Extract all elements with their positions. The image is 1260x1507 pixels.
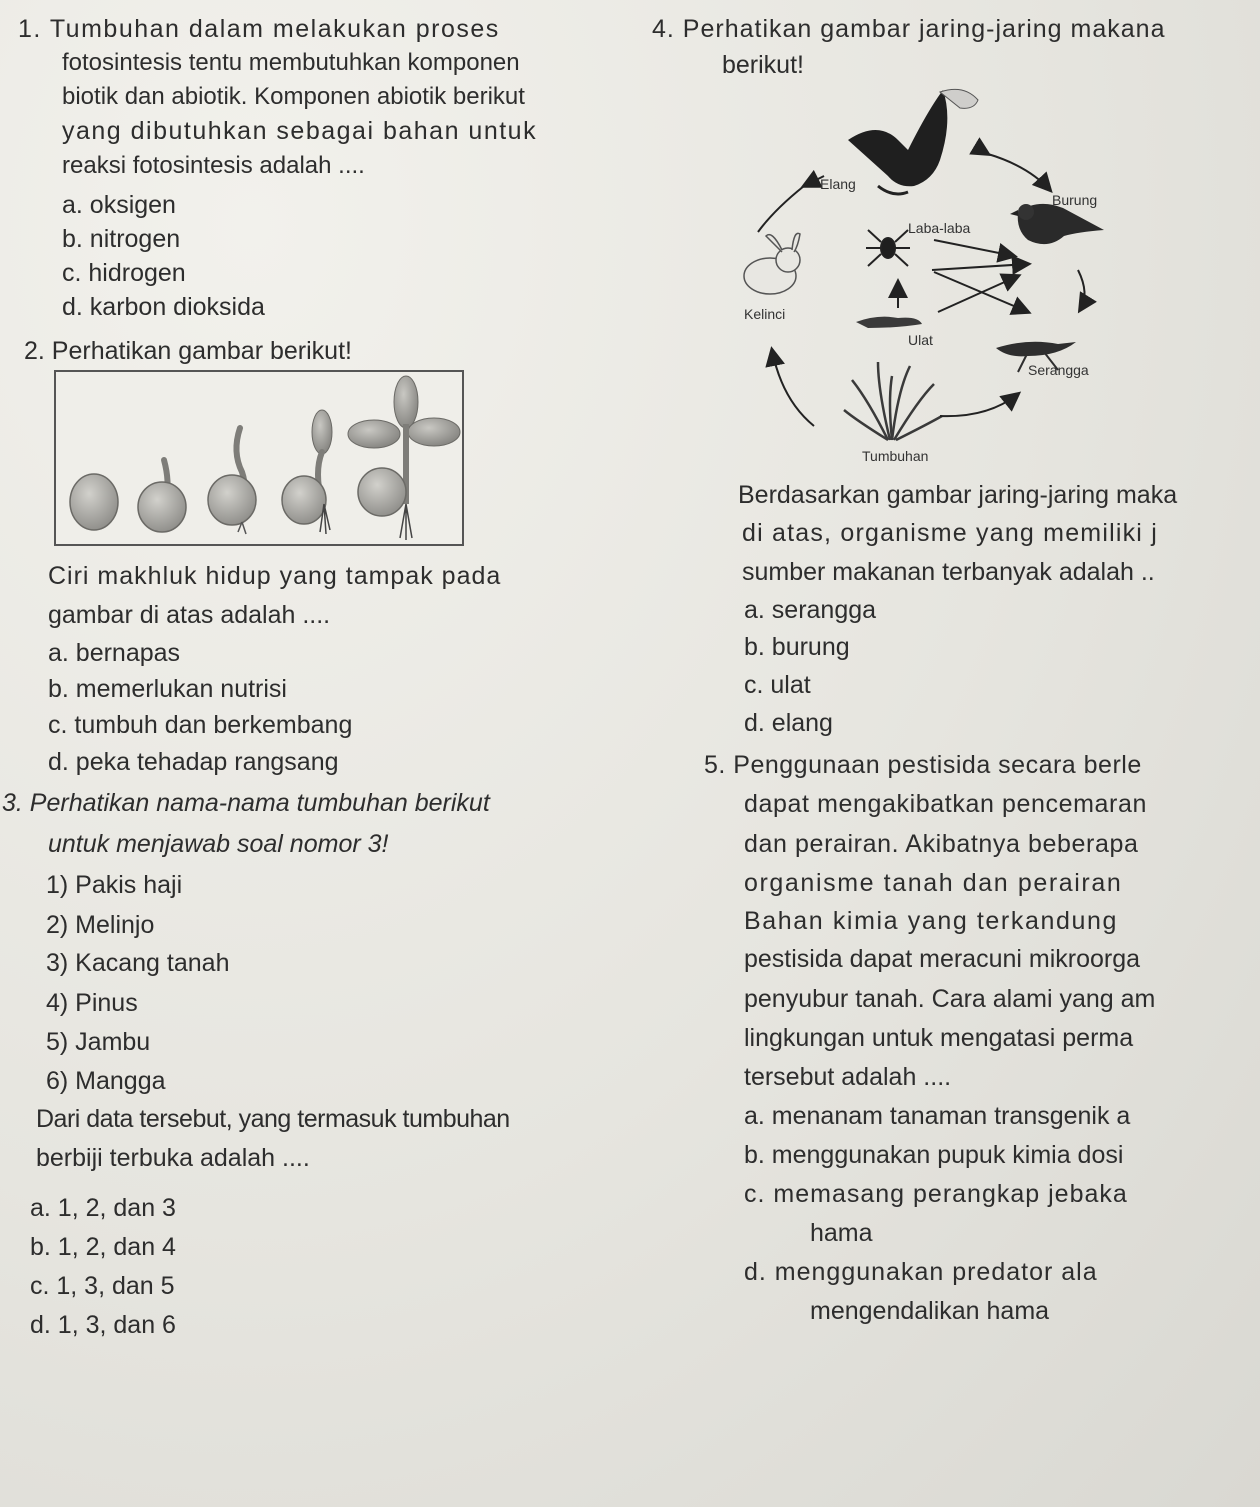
seed-stage-3 [208, 428, 256, 534]
q2-option-b: b. memerlukan nutrisi [48, 675, 287, 703]
label-elang: Elang [820, 176, 856, 192]
q2-option-a: a. bernapas [48, 639, 181, 667]
eagle-illustration [848, 89, 978, 194]
q5-option-a: a. menanam tanaman transgenik a [744, 1102, 1131, 1130]
rabbit-illustration [744, 233, 800, 294]
q4-option-b: b. burung [744, 633, 850, 661]
label-kelinci: Kelinci [744, 306, 786, 322]
q3-item-5: 5) Jambu [46, 1028, 151, 1056]
q5-option-c-line-1: c. memasang perangkap jebaka [744, 1180, 1128, 1208]
q3-item-4: 4) Pinus [46, 989, 138, 1017]
q3-item-1: 1) Pakis haji [46, 871, 183, 899]
q5-option-d-line-1: d. menggunakan predator ala [744, 1258, 1098, 1286]
q3-option-a: a. 1, 2, dan 3 [30, 1194, 176, 1222]
q3-item-2: 2) Melinjo [46, 911, 155, 939]
q5-line-4: organisme tanah dan perairan [744, 869, 1123, 897]
q3-question-line-2: berbiji terbuka adalah .... [36, 1144, 310, 1172]
bird-illustration [1010, 204, 1104, 244]
q2-question-line-2: gambar di atas adalah .... [48, 601, 331, 629]
q3-option-d: d. 1, 3, dan 6 [30, 1311, 176, 1339]
food-web-arrows [758, 148, 1085, 426]
germination-stages-illustration [56, 372, 462, 544]
q5-line-5: Bahan kimia yang terkandung [744, 907, 1118, 935]
q3-item-6: 6) Mangga [46, 1067, 166, 1095]
seed-stage-2 [138, 460, 186, 532]
plant-illustration [844, 362, 942, 440]
label-burung: Burung [1052, 192, 1098, 208]
q1-line-4: yang dibutuhkan sebagai bahan untuk [62, 117, 538, 145]
q4-option-a: a. serangga [744, 596, 877, 624]
q5-option-b: b. menggunakan pupuk kimia dosi [744, 1141, 1124, 1169]
q3-question-line-1: Dari data tersebut, yang termasuk tumbuhan [36, 1105, 510, 1133]
q3-option-b: b. 1, 2, dan 4 [30, 1233, 176, 1261]
q1-line-2: fotosintesis tentu membutuhkan komponen [62, 49, 520, 76]
q4-prompt-line-1: 4. Perhatikan gambar jaring-jaring makana [652, 15, 1166, 43]
q2-option-d: d. peka tehadap rangsang [48, 748, 339, 776]
q4-prompt-line-2: berikut! [722, 51, 804, 79]
food-web-figure [728, 80, 1128, 480]
q1-line-5: reaksi fotosintesis adalah .... [62, 152, 365, 179]
q4-question-line-1: Berdasarkan gambar jaring-jaring maka [738, 481, 1178, 509]
q5-option-c-line-2: hama [810, 1219, 873, 1247]
q2-option-c: c. tumbuh dan berkembang [48, 711, 353, 739]
q5-line-8: lingkungan untuk mengatasi perma [744, 1024, 1134, 1052]
label-serangga: Serangga [1028, 362, 1089, 378]
food-web-diagram [728, 80, 1128, 480]
q4-question-line-2: di atas, organisme yang memiliki j [742, 519, 1158, 547]
label-tumbuhan: Tumbuhan [862, 448, 929, 464]
q4-option-d: d. elang [744, 709, 833, 737]
q1-option-a: a. oksigen [62, 191, 176, 219]
q2-question-line-1: Ciri makhluk hidup yang tampak pada [48, 562, 502, 590]
q3-prompt-line-1: 3. Perhatikan nama-nama tumbuhan berikut [2, 789, 490, 817]
q4-option-c: c. ulat [744, 671, 811, 699]
q5-line-2: dapat mengakibatkan pencemaran [744, 790, 1147, 818]
label-ulat: Ulat [908, 332, 933, 348]
spider-illustration [866, 230, 910, 266]
seed-stage-4 [282, 410, 332, 534]
q5-line-7: penyubur tanah. Cara alami yang am [744, 985, 1156, 1013]
q3-item-3: 3) Kacang tanah [46, 949, 230, 977]
q5-line-1: 5. Penggunaan pestisida secara berle [704, 751, 1142, 779]
q1-option-b: b. nitrogen [62, 225, 181, 253]
q1-line-1: 1. Tumbuhan dalam melakukan proses [18, 15, 500, 43]
q3-prompt-line-2: untuk menjawab soal nomor 3! [48, 830, 389, 858]
q3-option-c: c. 1, 3, dan 5 [30, 1272, 175, 1300]
q5-line-3: dan perairan. Akibatnya beberapa [744, 830, 1139, 858]
seed-stage-1 [70, 474, 118, 530]
q1-option-d: d. karbon dioksida [62, 293, 265, 321]
q4-question-line-3: sumber makanan terbanyak adalah .. [742, 558, 1155, 586]
q5-line-9: tersebut adalah .... [744, 1063, 952, 1091]
germination-figure [54, 370, 464, 546]
q1-option-c: c. hidrogen [62, 259, 186, 287]
q2-prompt: 2. Perhatikan gambar berikut! [24, 337, 352, 365]
seedling-stage-5 [348, 376, 460, 540]
q5-option-d-line-2: mengendalikan hama [810, 1297, 1050, 1325]
q5-line-6: pestisida dapat meracuni mikroorga [744, 945, 1141, 973]
label-laba-laba: Laba-laba [908, 220, 971, 236]
caterpillar-illustration [856, 317, 922, 328]
q1-line-3: biotik dan abiotik. Komponen abiotik berikut [62, 83, 525, 110]
